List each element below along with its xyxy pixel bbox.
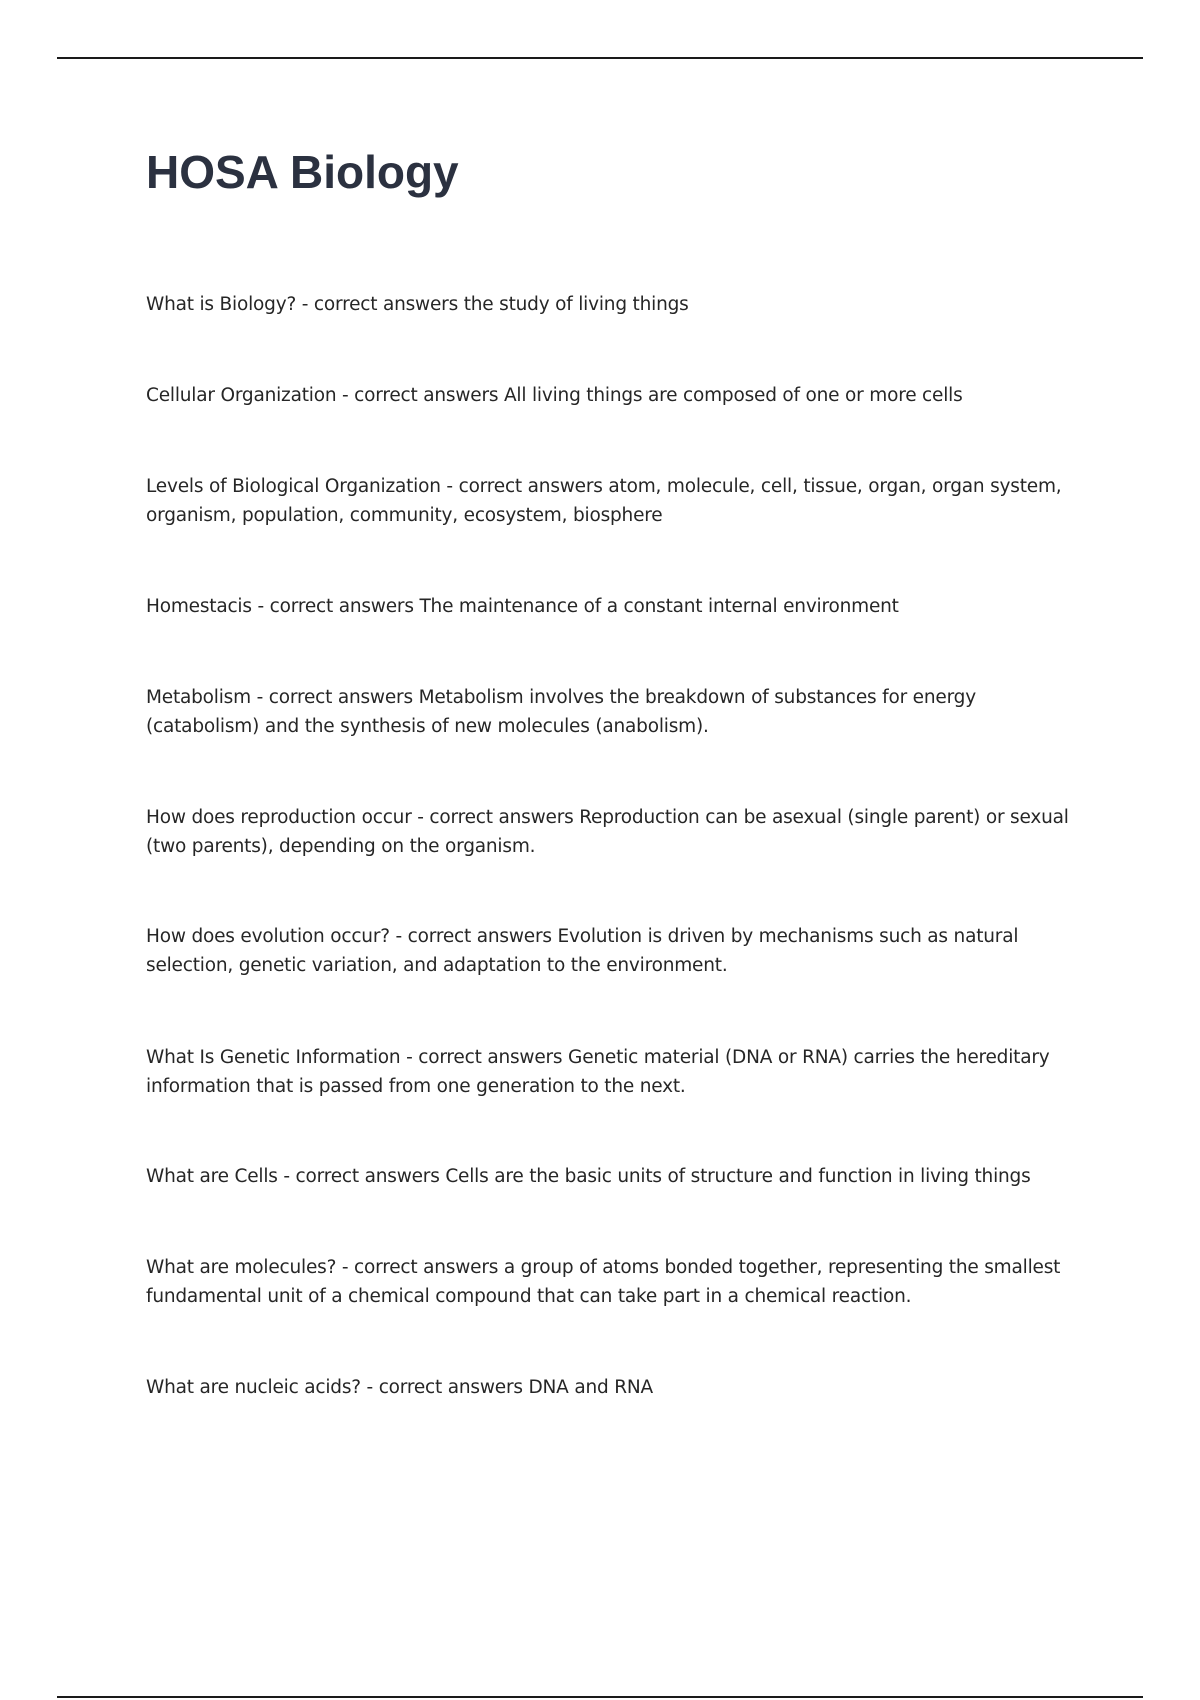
qa-entry-genetic-information: What Is Genetic Information - correct answers Genetic material (DNA or RNA) carries the hereditary information that is passed from one generation to the next. <box>146 1047 1050 1097</box>
qa-entry-homeostasis: Homestacis - correct answers The maintenance of a constant internal environment <box>146 596 899 617</box>
footer-rule <box>57 1696 1143 1698</box>
qa-entry-nucleic-acids: What are nucleic acids? - correct answers DNA and RNA <box>146 1377 653 1398</box>
qa-entry-reproduction: How does reproduction occur - correct answers Reproduction can be asexual (single parent) or sexual (two parents), depending on the organism. <box>146 807 1069 857</box>
header-rule <box>57 57 1143 59</box>
page-title: HOSA Biology <box>146 146 459 198</box>
qa-entry-cells: What are Cells - correct answers Cells are the basic units of structure and function in living things <box>146 1166 1031 1187</box>
qa-entry-cellular-organization: Cellular Organization - correct answers All living things are composed of one or more cells <box>146 385 963 406</box>
qa-entry-metabolism: Metabolism - correct answers Metabolism involves the breakdown of substances for energy (catabolism) and the synthesis of new molecules (anabolism). <box>146 687 976 737</box>
qa-entry-biology: What is Biology? - correct answers the study of living things <box>146 294 689 315</box>
qa-entry-evolution: How does evolution occur? - correct answers Evolution is driven by mechanisms such as natural selection, genetic variation, and adaptation to the environment. <box>146 926 1019 976</box>
qa-entry-levels-of-organization: Levels of Biological Organization - correct answers atom, molecule, cell, tissue, organ, organ system, organism, population, community, ecosystem, biosphere <box>146 476 1062 526</box>
qa-entry-molecules: What are molecules? - correct answers a group of atoms bonded together, representing the smallest fundamental unit of a chemical compound that can take part in a chemical reaction. <box>146 1257 1061 1307</box>
